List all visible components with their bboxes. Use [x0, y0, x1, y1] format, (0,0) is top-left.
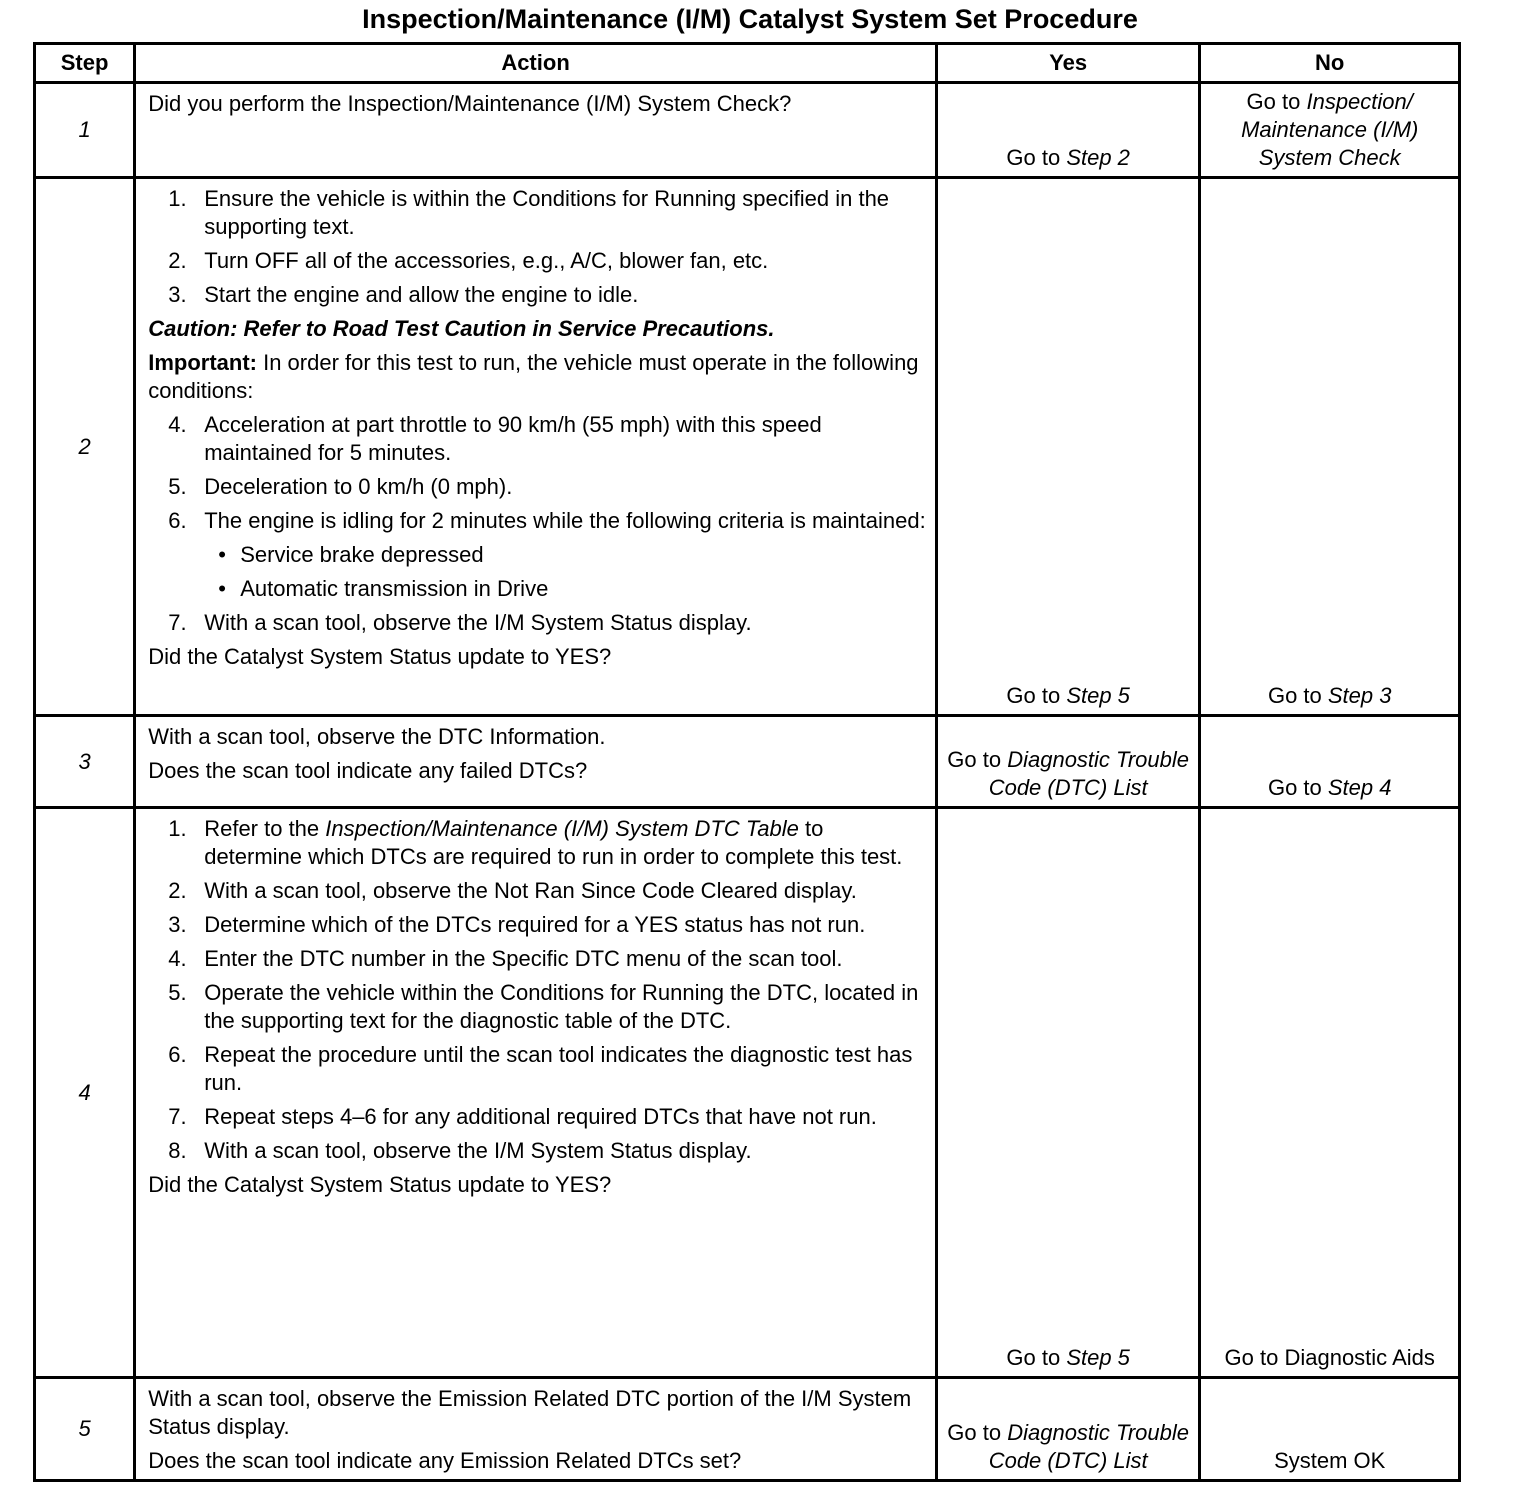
action-question: Did you perform the Inspection/Maintenance (I/M) System Check? [148, 91, 792, 116]
action-cell [135, 83, 937, 178]
action-question: Did the Catalyst System Status update to YES? [148, 1172, 612, 1197]
no-cell [1200, 716, 1460, 808]
action-text: With a scan tool, observe the DTC Information. [148, 724, 606, 749]
no-link[interactable]: Step 4 [1327, 775, 1392, 800]
table-row [35, 808, 1460, 1378]
list-item: 5. Operate the vehicle within the Conditions for Running the DTC, located in the supporting text for the diagnostic table of the DTC. [168, 980, 919, 1033]
header-yes: Yes [936, 44, 1200, 83]
action-list [148, 411, 927, 637]
yes-link[interactable]: Step 5 [1066, 683, 1130, 708]
procedure-table [33, 42, 1461, 1482]
no-text: System OK [1274, 1448, 1386, 1473]
yes-cell [936, 83, 1200, 178]
yes-cell [936, 1378, 1200, 1481]
dtc-table-link[interactable]: Inspection/Maintenance (I/M) System DTC Table [325, 816, 799, 841]
yes-cell [936, 716, 1200, 808]
header-row [35, 44, 1460, 83]
action-question: Does the scan tool indicate any Emission Related DTCs set? [148, 1448, 742, 1473]
list-item: 7. Repeat steps 4–6 for any additional required DTCs that have not run. [168, 1104, 877, 1129]
yes-link[interactable]: Step 5 [1066, 1345, 1130, 1370]
caution-note: Caution: Refer to Road Test Caution in Service Precautions. [148, 316, 775, 341]
action-text: With a scan tool, observe the Emission Related DTC portion of the I/M System Status display. [148, 1386, 912, 1439]
no-cell [1200, 1378, 1460, 1481]
step-number: 5 [35, 1378, 135, 1481]
no-cell [1200, 178, 1460, 716]
action-list [148, 815, 927, 1165]
yes-prefix: Go to [1006, 683, 1067, 708]
no-prefix: Go to [1267, 775, 1328, 800]
bullet-list [204, 541, 927, 603]
yes-prefix: Go to [1006, 145, 1067, 170]
no-prefix: Go to [1267, 683, 1328, 708]
list-item: 2. With a scan tool, observe the Not Ran Since Code Cleared display. [168, 878, 857, 903]
list-item: 8. With a scan tool, observe the I/M System Status display. [168, 1138, 752, 1163]
table-row [35, 1378, 1460, 1481]
important-note: Important: In order for this test to run, the vehicle must operate in the following conditions: [148, 350, 919, 403]
no-link[interactable]: Inspection/ Maintenance (I/M) System Check [1241, 89, 1419, 170]
table-row [35, 716, 1460, 808]
header-step: Step [35, 44, 135, 83]
list-item: 1. Ensure the vehicle is within the Conditions for Running specified in the supporting text. [168, 186, 890, 239]
step-number: 1 [35, 83, 135, 178]
yes-prefix: Go to [947, 747, 1008, 772]
action-cell [135, 808, 937, 1378]
list-item: 7. With a scan tool, observe the I/M System Status display. [168, 610, 752, 635]
list-item: 6. Repeat the procedure until the scan tool indicates the diagnostic test has run. [168, 1042, 913, 1095]
yes-link[interactable]: Diagnostic Trouble Code (DTC) List [988, 747, 1190, 800]
action-question: Did the Catalyst System Status update to YES? [148, 644, 612, 669]
action-question: Does the scan tool indicate any failed DTCs? [148, 758, 588, 783]
bullet-item: • Service brake depressed [218, 542, 484, 567]
yes-link[interactable]: Diagnostic Trouble Code (DTC) List [988, 1420, 1190, 1473]
step-number: 3 [35, 716, 135, 808]
yes-cell [936, 808, 1200, 1378]
list-item: 3. Determine which of the DTCs required for a YES status has not run. [168, 912, 866, 937]
action-cell [135, 1378, 937, 1481]
list-item: 4. Acceleration at part throttle to 90 km/h (55 mph) with this speed maintained for 5 minutes. [168, 412, 822, 465]
no-cell [1200, 808, 1460, 1378]
document-title: Inspection/Maintenance (I/M) Catalyst System Set Procedure [362, 4, 1138, 34]
no-text[interactable]: Go to Diagnostic Aids [1224, 1345, 1435, 1370]
list-item: 5. Deceleration to 0 km/h (0 mph). [168, 474, 513, 499]
list-item: 2. Turn OFF all of the accessories, e.g., A/C, blower fan, etc. [168, 248, 769, 273]
list-item: 6. The engine is idling for 2 minutes while the following criteria is maintained: • Service brake depressed • Automatic transmission in Drive [168, 508, 926, 601]
table-row [35, 178, 1460, 716]
no-cell [1200, 83, 1460, 178]
no-link[interactable]: Step 3 [1327, 683, 1392, 708]
step-number: 4 [35, 808, 135, 1378]
header-no: No [1200, 44, 1460, 83]
list-item: 1. Refer to the Inspection/Maintenance (I/M) System DTC Table to determine which DTCs are required to run in order to complete this test. [168, 816, 903, 869]
yes-prefix: Go to [947, 1420, 1008, 1445]
header-action: Action [135, 44, 937, 83]
bullet-item: • Automatic transmission in Drive [218, 576, 549, 601]
no-prefix: Go to [1246, 89, 1307, 114]
action-cell [135, 716, 937, 808]
step-number: 2 [35, 178, 135, 716]
yes-prefix: Go to [1006, 1345, 1067, 1370]
action-cell [135, 178, 937, 716]
yes-link[interactable]: Step 2 [1066, 145, 1130, 170]
list-item: 3. Start the engine and allow the engine to idle. [168, 282, 639, 307]
action-list [148, 185, 927, 309]
table-row [35, 83, 1460, 178]
yes-cell [936, 178, 1200, 716]
list-item: 4. Enter the DTC number in the Specific DTC menu of the scan tool. [168, 946, 843, 971]
